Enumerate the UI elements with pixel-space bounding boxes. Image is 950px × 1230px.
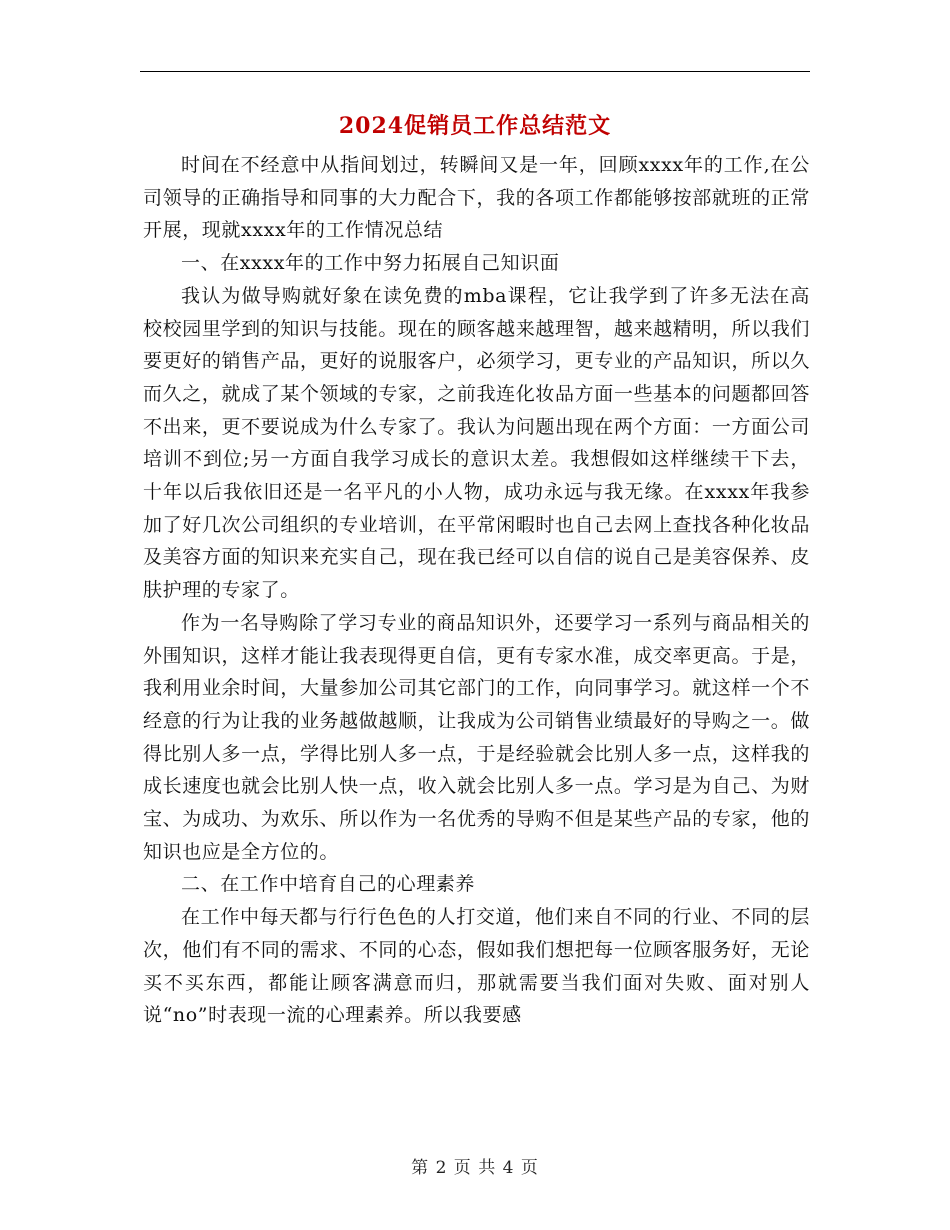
body-paragraph: 作为一名导购除了学习专业的商品知识外，还要学习一系列与商品相关的外围知识，这样才能让我表现得更自信，更有专家水准，成交率更高。于是，我利用业余时间，大量参加公司其它部门的工作，向同事学习。就这样一个不经意的行为让我的业务越做越顺，让我成为公司销售业绩最好的导购之一。做得比别人多一点，学得比别人多一点，于是经验就会比别人多一点，这样我的成长速度也就会比别人快一点，收入就会比别人多一点。学习是为自己、为财宝、为成功、为欢乐、所以作为一名优秀的导购不但是某些产品的专家，他的知识也应是全方位的。 bbox=[143, 611, 810, 863]
intro-paragraph: 时间在不经意中从指间划过，转瞬间又是一年，回顾xxxx年的工作,在公司领导的正确指导和同事的大力配合下，我的各项工作都能够按部就班的正常开展，现就xxxx年的工作情况总结 bbox=[143, 154, 810, 242]
section-heading-2: 二、在工作中培育自己的心理素养 bbox=[181, 873, 476, 896]
document-title: 2024促销员工作总结范文 bbox=[338, 113, 612, 139]
body-paragraph: 我认为做导购就好象在读免费的mba课程，它让我学到了许多无法在高校校园里学到的知识与技能。现在的顾客越来越理智，越来越精明，所以我们要更好的销售产品，更好的说服客户，必须学习，更专业的产品知识，所以久而久之，就成了某个领域的专家，之前我连化妆品方面一些基本的问题都回答不出来，更不要说成为什么专家了。我认为问题出现在两个方面：一方面公司培训不到位;另一方面自我学习成长的意识太差。我想假如这样继续干下去，十年以后我依旧还是一名平凡的小人物，成功永远与我无缘。在xxxx年我参加了好几次公司组织的专业培训，在平常闲暇时也自己去网上查找各种化妆品及美容方面的知识来充实自己，现在我已经可以自信的说自己是美容保养、皮肤护理的专家了。 bbox=[143, 284, 810, 602]
section-heading-1: 一、在xxxx年的工作中努力拓展自己知识面 bbox=[181, 252, 560, 275]
page-number-footer: 第 2 页 共 4 页 bbox=[411, 1158, 539, 1178]
header-rule bbox=[140, 71, 810, 72]
document-body bbox=[143, 149, 810, 1032]
body-paragraph: 在工作中每天都与行行色色的人打交道，他们来自不同的行业、不同的层次，他们有不同的需求、不同的心态，假如我们想把每一位顾客服务好，无论买不买东西，都能让顾客满意而归，那就需要当我们面对失败、面对别人说“no”时表现一流的心理素养。所以我要感 bbox=[143, 906, 810, 1027]
